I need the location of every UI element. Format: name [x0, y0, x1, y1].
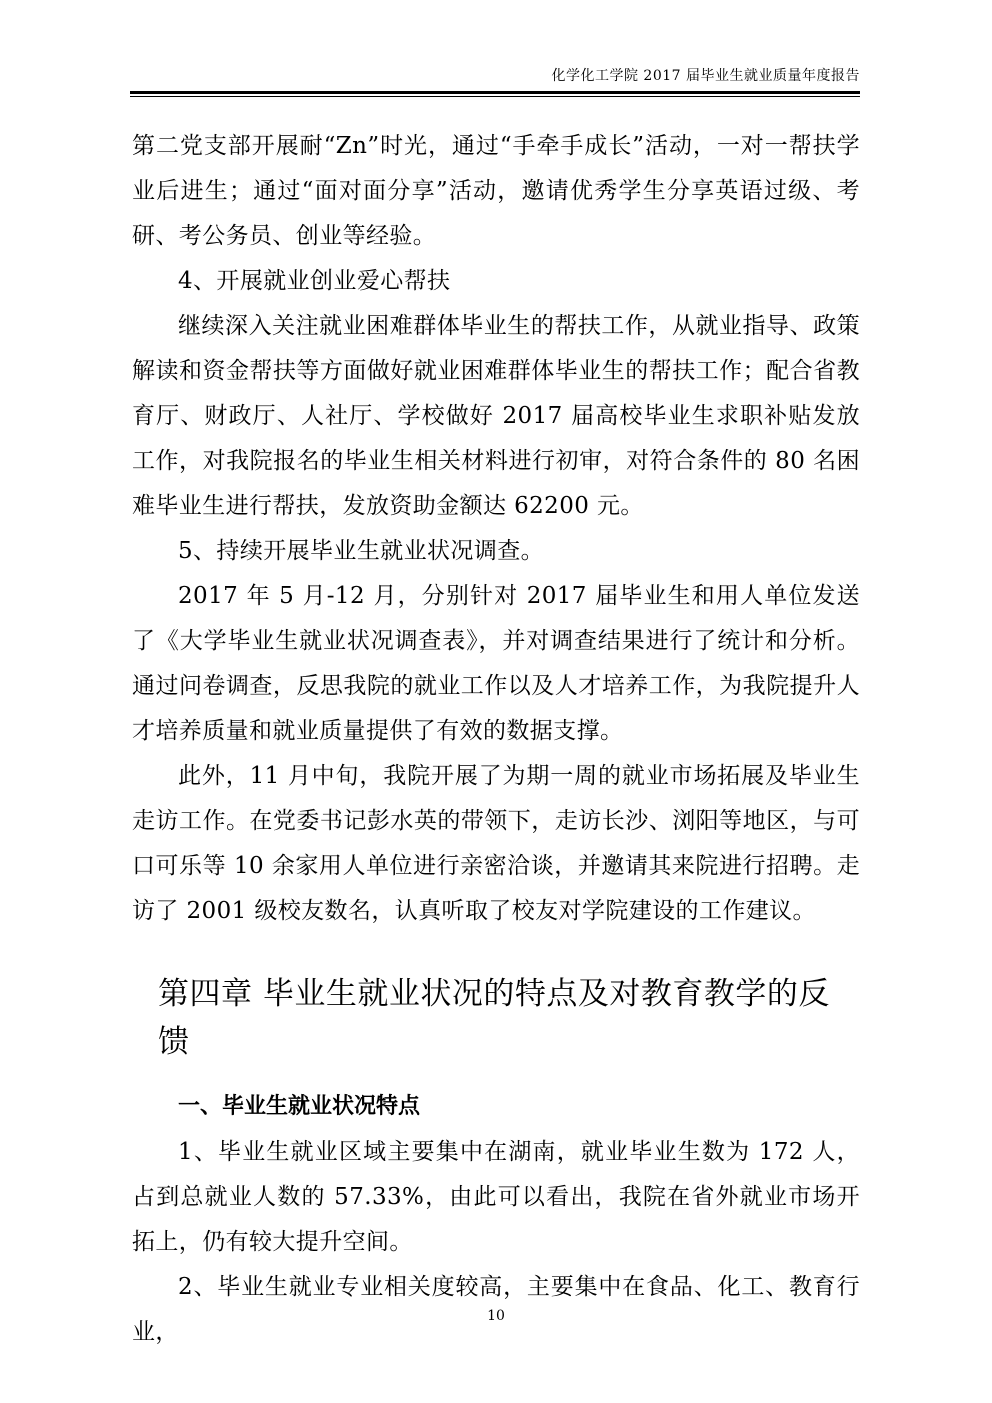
page-number: 10	[487, 1308, 505, 1324]
header-rule-thin	[130, 96, 860, 97]
item-heading-employment-support: 4、开展就业创业爱心帮扶	[178, 268, 451, 294]
chapter-title: 第四章 毕业生就业状况的特点及对教育教学的反馈	[158, 976, 830, 1060]
paragraph-feature-relevance: 2、毕业生就业专业相关度较高，主要集中在食品、化工、教育行业，	[132, 1274, 860, 1345]
page-header: 化学化工学院 2017 届毕业生就业质量年度报告	[551, 68, 860, 84]
paragraph-feature-region: 1、毕业生就业区域主要集中在湖南，就业毕业生数为 172 人，占到总就业人数的 57.33%，由此可以看出，我院在省外就业市场开拓上，仍有较大提升空间。	[132, 1139, 860, 1255]
header-rule	[130, 91, 860, 94]
document-body	[132, 124, 860, 1355]
section-title: 一、毕业生就业状况特点	[178, 1094, 421, 1119]
paragraph-employment-survey: 2017 年 5 月-12 月，分别针对 2017 届毕业生和用人单位发送了《大学毕业生就业状况调查表》，并对调查结果进行了统计和分析。通过问卷调查，反思我院的就业工作以及人才培养工作，为我院提升人才培养质量和就业质量提供了有效的数据支撑。	[132, 583, 860, 744]
paragraph-employment-support: 继续深入关注就业困难群体毕业生的帮扶工作，从就业指导、政策解读和资金帮扶等方面做好就业困难群体毕业生的帮扶工作；配合省教育厅、财政厅、人社厅、学校做好 2017 届高校毕业生求职补贴发放工作，对我院报名的毕业生相关材料进行初审，对符合条件的 80 名困难毕业生进行帮扶，发放资助金额达 62200 元。	[132, 313, 860, 519]
item-heading-employment-survey: 5、持续开展毕业生就业状况调查。	[178, 538, 545, 564]
paragraph-market-visits: 此外，11 月中旬，我院开展了为期一周的就业市场拓展及毕业生走访工作。在党委书记彭水英的带领下，走访长沙、浏阳等地区，与可口可乐等 10 余家用人单位进行亲密洽谈，并邀请其来院进行招聘。走访了 2001 级校友数名，认真听取了校友对学院建设的工作建议。	[132, 763, 860, 924]
paragraph-party-branch-activities: 第二党支部开展耐“Zn”时光，通过“手牵手成长”活动，一对一帮扶学业后进生；通过“面对面分享”活动，邀请优秀学生分享英语过级、考研、考公务员、创业等经验。	[132, 133, 860, 249]
